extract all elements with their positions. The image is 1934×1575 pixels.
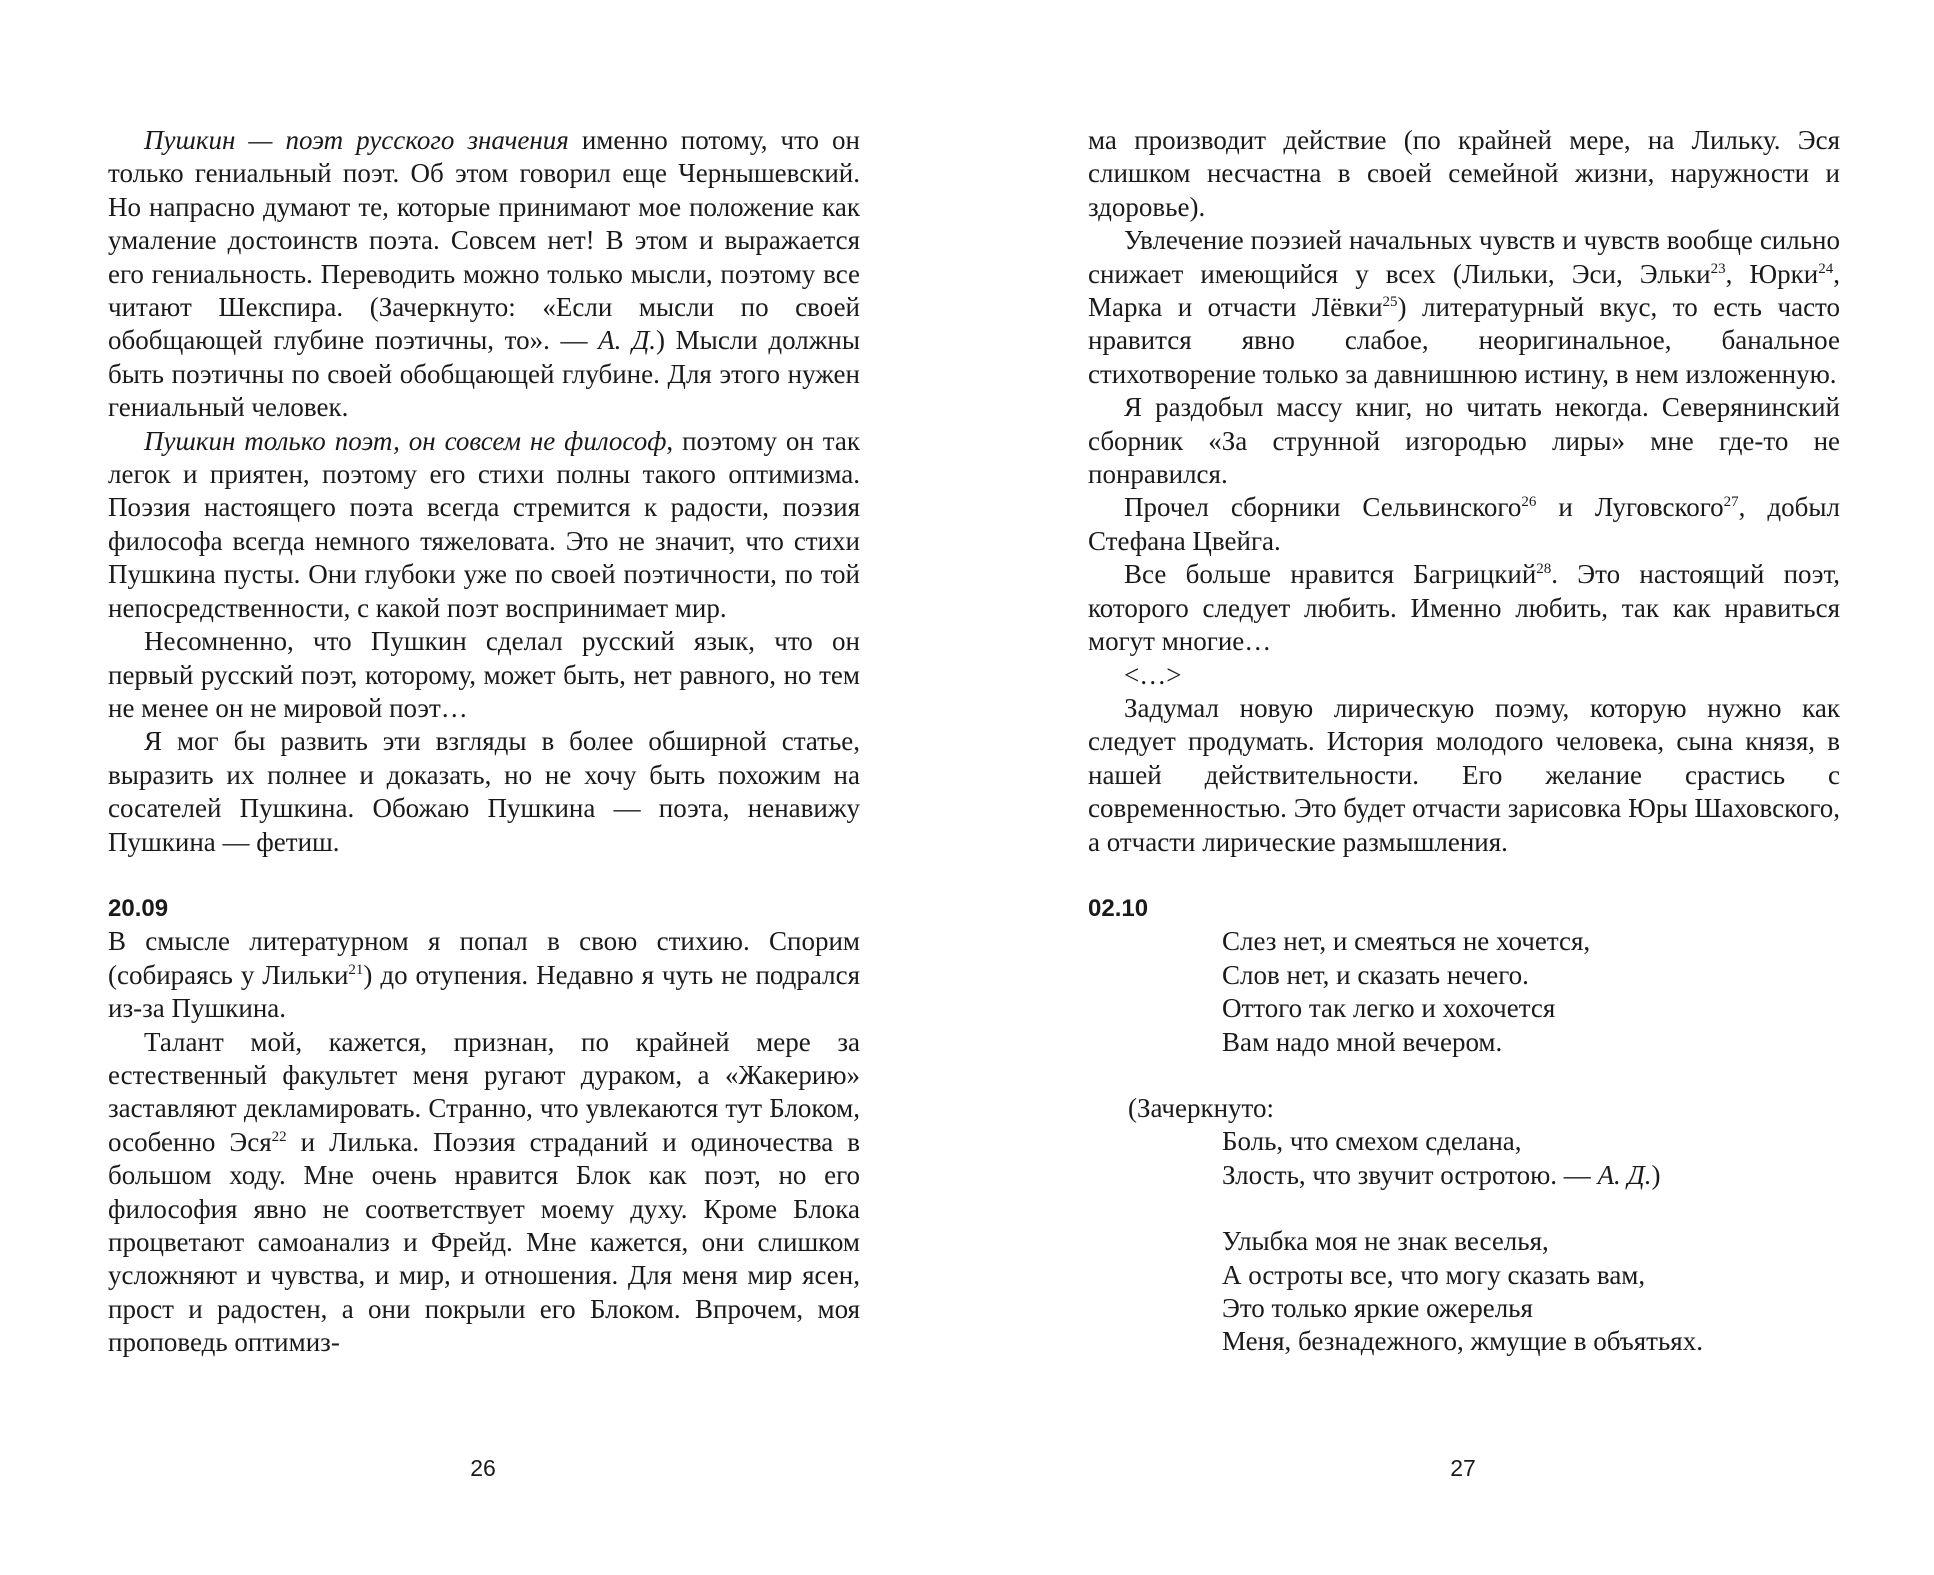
paragraph: [108, 1026, 860, 1360]
paragraph: Я раздобыл массу книг, но читать некогда. Северянинский сборник «За струнной изгородью лиры» мне где-то не понравился.: [1088, 392, 1840, 490]
paragraph-text: , Марка и отчасти Лёвки: [1088, 258, 1840, 323]
paragraph-text: ) Мысли должны быть поэтичны по своей обобщающей глубине. Для этого нужен гениальный человек.: [108, 325, 861, 423]
footnote-ref: 24: [1818, 260, 1834, 277]
paragraph-text: Талант мой, кажется, признан, по крайней мере за естественный факультет меня ругают дураком, а «Жакерию» заставляют декламировать. Странно, что увлекаются тут Блоком, особенно Эся: [108, 1026, 860, 1157]
footnote-ref: 27: [1723, 494, 1739, 511]
paragraph-text: В смысле литературном я попал в свою стихию. Спорим (собираясь у Лильки: [108, 926, 860, 990]
stanza-gap: [1088, 1059, 1840, 1092]
poem-stanza: [1088, 925, 1840, 1059]
paragraph-text: Увлечение поэзией начальных чувств и чувств вообще сильно снижает имеющийся у всех (Лильки, Эси, Эльки: [1088, 225, 1840, 289]
footnote-ref: 23: [1710, 260, 1726, 277]
paragraph: [108, 425, 860, 625]
left-page: [108, 124, 860, 1360]
footnote-ref: 28: [1536, 561, 1552, 578]
omission-mark: <…>: [1124, 659, 1182, 690]
paragraph: Задумал новую лирическую поэму, которую нужно как следует продумать. История молодого человека, сына князя, в нашей действительности. Его желание срастись с современностью. Это будет отчасти зарисовка Юры Шаховского, а отчасти лирические размышления.: [1088, 692, 1840, 857]
paragraph-text: , поэтому он так легок и приятен, поэтому его стихи полны такого оптимизма. Поэзия настоящего поэта всегда стремится к радости, поэзия философа всегда немного тяжеловата. Это не значит, что стихи Пушкина пусты. Они глубоки уже по своей поэтичности, по той непосредственности, с какой поэт воспринимает мир.: [108, 425, 860, 623]
verse-line: Боль, что смехом сделана,: [1222, 1126, 1522, 1157]
paragraph-text: и Лилька. Поэзия страданий и одиночества в большом ходу. Мне очень нравится Блок как поэт, но его философия явно не соответствует моему духу. Кроме Блока процветают самоанализ и Фрейд. Мне кажется, они слишком усложняют и чувства, и мир, и отношения. Для меня мир ясен, прост и радостен, а они покрыли его Блоком. Впрочем, моя проповедь оптимиз-: [108, 1126, 860, 1358]
italic-emphasis: Пушкин только поэт, он совсем не философ: [144, 425, 667, 456]
verse-line: Слез нет, и смеяться не хочется,: [1222, 926, 1591, 957]
stanza-gap: [1088, 1192, 1840, 1225]
paragraph-text: Все больше нравится Багрицкий: [1124, 559, 1537, 590]
paragraph: ма производит действие (по крайней мере, на Лильку. Эся слишком несчастна в своей семейной жизни, наружности и здоровье).: [1088, 125, 1840, 222]
paragraph: [1088, 491, 1840, 558]
paragraph-text: ) литературный вкус, то есть часто нравится явно слабое, неоригинальное, банальное стихотворение только за давнишнюю истину, в нем изложенную.: [1088, 292, 1841, 389]
paragraph: [1088, 224, 1840, 391]
paragraph-text: и Луговского: [1536, 492, 1724, 523]
paragraph: Я мог бы развить эти взгляды в более обширной статье, выразить их полнее и доказать, но не хочу быть похожим на сосателей Пушкина. Обожаю Пушкина — поэта, ненавижу Пушкина — фетиш.: [108, 726, 860, 857]
paragraph-text: , Юрки: [1725, 258, 1819, 289]
paragraph: [108, 124, 860, 425]
paragraph-text: , добыл Стефана Цвейга.: [1088, 492, 1841, 556]
verse-text: ): [1651, 1159, 1661, 1190]
footnote-ref: 26: [1521, 494, 1537, 511]
crossed-out-stanza: [1088, 1125, 1840, 1192]
footnote-ref: 25: [1382, 294, 1398, 311]
paragraph-text: . Это настоящий поэт, которого следует любить. Именно любить, так как нравиться могут многие…: [1088, 559, 1840, 657]
paragraph: Несомненно, что Пушкин сделал русский язык, что он первый русский поэт, которому, может быть, нет равного, но тем не менее он не мировой поэт…: [108, 626, 860, 723]
page-number: 26: [470, 1455, 496, 1481]
diary-date-heading: 20.09: [108, 894, 169, 922]
italic-emphasis: Пушкин — поэт русского значения: [144, 125, 569, 155]
verse-line: А остроты все, что могу сказать вам,: [1222, 1259, 1646, 1290]
diary-date-heading: 02.10: [1088, 894, 1149, 922]
verse-line: [1222, 1159, 1840, 1192]
footnote-ref: 21: [348, 961, 364, 978]
page-number: 27: [1450, 1455, 1476, 1481]
editor-initials: А. Д.: [1597, 1159, 1652, 1190]
verse-line: Вам надо мной вечером.: [1222, 1026, 1503, 1057]
verse-text: Злость, что звучит остротою. —: [1222, 1159, 1598, 1190]
paragraph: [108, 925, 860, 1025]
verse-line: Оттого так легко и хохочется: [1222, 993, 1556, 1024]
crossed-out-note: (Зачеркнуто:: [1128, 1092, 1274, 1123]
poem-stanza: [1088, 1225, 1840, 1359]
paragraph-text: Прочел сборники Сельвинского: [1124, 492, 1522, 523]
paragraph: [1088, 558, 1840, 658]
verse-line: Меня, безнадежного, жмущие в объятьях.: [1222, 1326, 1703, 1357]
footnote-ref: 22: [271, 1128, 287, 1145]
editor-initials: А. Д.: [598, 325, 657, 356]
paragraph-text: именно потому, что он только гениальный поэт. Об этом говорил еще Чернышевский. Но напрасно думают те, которые принимают мое положение как умаление достоинств поэта. Совсем нет! В этом и выражается его гениальность. Переводить можно только мысли, поэтому все читают Шекспира. (Зачеркнуто: «Если мысли по своей обобщающей глубине поэтичны, то». —: [108, 125, 860, 356]
right-page: [1088, 124, 1840, 1359]
verse-line: Это только яркие ожерелья: [1222, 1293, 1533, 1323]
verse-line: Улыбка моя не знак веселья,: [1222, 1226, 1549, 1257]
verse-line: Слов нет, и сказать нечего.: [1222, 959, 1529, 990]
paragraph-text: ) до отупения. Недавно я чуть не подрался из-за Пушкина.: [108, 959, 860, 1024]
